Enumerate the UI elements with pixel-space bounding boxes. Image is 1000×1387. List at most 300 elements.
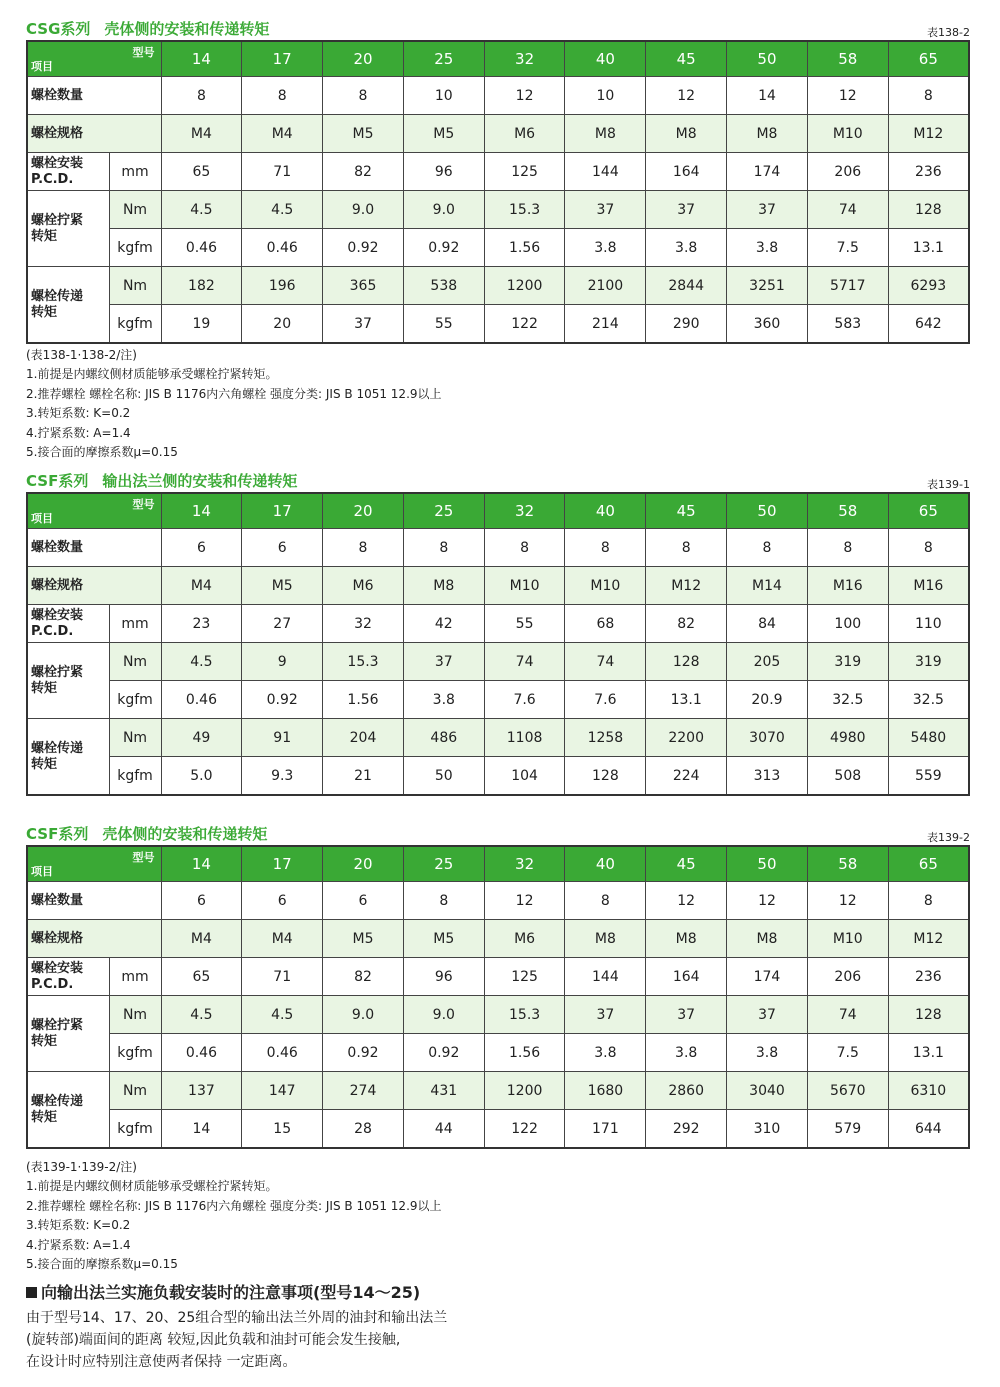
table-cell: 8 [403, 529, 484, 567]
row-label [27, 958, 109, 996]
row-label-line: 螺栓传递 [31, 740, 84, 756]
table-cell: 74 [484, 643, 565, 681]
transmission-kgfm-row [27, 1110, 969, 1149]
tightening-kgfm-row [27, 229, 969, 267]
table-cell: 8 [161, 77, 242, 115]
row-label-line: P.C.D. [31, 171, 74, 187]
model-cell: 17 [242, 41, 323, 77]
table-cell: 82 [323, 958, 404, 996]
table-cell: 12 [646, 882, 727, 920]
pcd-row [27, 958, 969, 996]
table-cell: 319 [888, 643, 969, 681]
spec-table [26, 845, 970, 1149]
row-label-line: 转矩 [31, 228, 58, 244]
unit-cell: kgfm [109, 757, 161, 796]
table-cell: 6 [161, 882, 242, 920]
table-cell: 96 [403, 958, 484, 996]
model-cell: 32 [484, 846, 565, 882]
corner-cell [27, 846, 161, 882]
table-cell: 3070 [727, 719, 808, 757]
table-cell: 8 [323, 529, 404, 567]
row-label-line: 螺栓安装 [31, 155, 84, 171]
table-cell: 583 [807, 305, 888, 344]
table-cell: 7.5 [807, 1034, 888, 1072]
table-cell: 0.46 [242, 1034, 323, 1072]
table-cell: 3.8 [646, 1034, 727, 1072]
table-cell: 8 [646, 529, 727, 567]
table-cell: 37 [727, 191, 808, 229]
row-label-line: P.C.D. [31, 976, 74, 992]
note-line: 1.前提是内螺纹侧材质能够承受螺栓拧紧转矩。 [26, 1179, 278, 1194]
transmission-nm-row [27, 267, 969, 305]
table-cell: 12 [484, 77, 565, 115]
table-cell: 2100 [565, 267, 646, 305]
row-label [27, 605, 109, 643]
item-label: 项目 [31, 60, 53, 73]
row-label [27, 719, 109, 796]
table-cell: 84 [727, 605, 808, 643]
table-cell: 8 [727, 529, 808, 567]
table-cell: 5717 [807, 267, 888, 305]
tightening-kgfm-row [27, 681, 969, 719]
model-cell: 45 [646, 41, 727, 77]
table-cell: 13.1 [888, 229, 969, 267]
table-cell: M8 [565, 115, 646, 153]
table-cell: 4.5 [242, 996, 323, 1034]
table-cell: 144 [565, 153, 646, 191]
table-cell: 0.92 [403, 229, 484, 267]
transmission-nm-row [27, 1072, 969, 1110]
table-cell: 0.46 [161, 229, 242, 267]
table-cell: 37 [646, 191, 727, 229]
paragraph-line: 在设计时应特别注意使两者保持 一定距离。 [26, 1354, 297, 1370]
item-label: 项目 [31, 512, 53, 525]
model-cell: 65 [888, 493, 969, 529]
table-cell: 122 [484, 1110, 565, 1149]
table-cell: 82 [646, 605, 727, 643]
model-cell: 14 [161, 846, 242, 882]
bolt-count-row [27, 882, 969, 920]
table-title [26, 823, 267, 844]
bolt-spec-row [27, 920, 969, 958]
table-cell: 3.8 [727, 229, 808, 267]
table-cell: M4 [161, 920, 242, 958]
table-cell: 0.92 [242, 681, 323, 719]
table-cell: 44 [403, 1110, 484, 1149]
table-cell: M4 [161, 567, 242, 605]
model-cell: 45 [646, 846, 727, 882]
table-cell: M8 [646, 115, 727, 153]
table-cell: 6 [242, 882, 323, 920]
table-cell: M8 [565, 920, 646, 958]
table-cell: 4980 [807, 719, 888, 757]
table-cell: 2860 [646, 1072, 727, 1110]
series-name: CSF系列 [26, 825, 89, 843]
header-row [27, 846, 969, 882]
table-cell: 5670 [807, 1072, 888, 1110]
section-heading [26, 1280, 976, 1303]
table-cell: 206 [807, 958, 888, 996]
table-cell: 8 [888, 882, 969, 920]
row-label-line: 螺栓拧紧 [31, 1017, 84, 1033]
model-cell: 25 [403, 493, 484, 529]
transmission-nm-row [27, 719, 969, 757]
model-cell: 50 [727, 846, 808, 882]
table-cell: M12 [646, 567, 727, 605]
row-label-line: 转矩 [31, 1033, 58, 1049]
table-cell: 4.5 [161, 643, 242, 681]
table-cell: 144 [565, 958, 646, 996]
table-cell: 23 [161, 605, 242, 643]
table-cell: 37 [646, 996, 727, 1034]
row-label: 螺栓规格 [27, 920, 161, 958]
table-cell: M5 [403, 115, 484, 153]
table-cell: 82 [323, 153, 404, 191]
table-cell: 4.5 [242, 191, 323, 229]
table-cell: 236 [888, 153, 969, 191]
unit-cell: kgfm [109, 1110, 161, 1149]
table-cell: 137 [161, 1072, 242, 1110]
table-ref: 表138-2 [927, 26, 970, 39]
table-cell: 10 [403, 77, 484, 115]
header-row [27, 41, 969, 77]
model-cell: 32 [484, 41, 565, 77]
table-cell: 0.46 [242, 229, 323, 267]
table-section-2 [26, 470, 970, 796]
table-cell: 182 [161, 267, 242, 305]
row-label-line: 螺栓拧紧 [31, 212, 84, 228]
table-cell: 1258 [565, 719, 646, 757]
note-line: 5.接合面的摩擦系数μ=0.15 [26, 445, 178, 460]
row-label: 螺栓规格 [27, 115, 161, 153]
row-label-line: 转矩 [31, 680, 58, 696]
table-cell: 20.9 [727, 681, 808, 719]
table-cell: 12 [727, 882, 808, 920]
table-cell: 164 [646, 153, 727, 191]
model-cell: 50 [727, 493, 808, 529]
table-cell: 310 [727, 1110, 808, 1149]
table-cell: 55 [403, 305, 484, 344]
table-cell: 3040 [727, 1072, 808, 1110]
table-cell: M4 [161, 115, 242, 153]
table-cell: 1.56 [323, 681, 404, 719]
note-line: (表138-1·138-2/注) [26, 348, 137, 362]
notes-block-2 [26, 1158, 442, 1274]
table-cell: M16 [888, 567, 969, 605]
unit-cell: Nm [109, 191, 161, 229]
unit-cell: mm [109, 958, 161, 996]
table-cell: 164 [646, 958, 727, 996]
table-cell: M14 [727, 567, 808, 605]
model-cell: 40 [565, 41, 646, 77]
table-cell: 1200 [484, 267, 565, 305]
row-label [27, 267, 109, 344]
model-cell: 50 [727, 41, 808, 77]
table-cell: 15.3 [484, 996, 565, 1034]
model-cell: 17 [242, 846, 323, 882]
table-cell: 32.5 [807, 681, 888, 719]
table-cell: M10 [565, 567, 646, 605]
table-cell: M8 [646, 920, 727, 958]
load-mounting-notes [26, 1280, 976, 1373]
table-cell: 37 [323, 305, 404, 344]
model-cell: 45 [646, 493, 727, 529]
table-cell: 0.46 [161, 1034, 242, 1072]
notes-block-1 [26, 346, 442, 462]
table-title [26, 470, 297, 491]
table-cell: 1680 [565, 1072, 646, 1110]
table-cell: 6 [242, 529, 323, 567]
table-cell: 28 [323, 1110, 404, 1149]
table-cell: 9.0 [323, 191, 404, 229]
table-cell: M6 [484, 115, 565, 153]
model-label: 型号 [132, 46, 155, 59]
table-cell: 8 [888, 77, 969, 115]
table-cell: 4.5 [161, 996, 242, 1034]
spec-table [26, 40, 970, 344]
table-cell: M5 [323, 115, 404, 153]
unit-cell: mm [109, 605, 161, 643]
note-line: 1.前提是内螺纹侧材质能够承受螺栓拧紧转矩。 [26, 367, 278, 382]
bolt-spec-row [27, 567, 969, 605]
table-cell: 15.3 [484, 191, 565, 229]
table-cell: M6 [484, 920, 565, 958]
note-line: 4.拧紧系数: A=1.4 [26, 1237, 131, 1252]
model-cell: 14 [161, 493, 242, 529]
table-cell: 27 [242, 605, 323, 643]
table-cell: 365 [323, 267, 404, 305]
model-cell: 20 [323, 846, 404, 882]
model-cell: 32 [484, 493, 565, 529]
model-cell: 65 [888, 41, 969, 77]
bolt-spec-row [27, 115, 969, 153]
table-cell: 20 [242, 305, 323, 344]
title-text: 输出法兰侧的安装和传递转矩 [102, 472, 298, 490]
paragraph-line: 由于型号14、17、20、25组合型的输出法兰外周的油封和输出法兰 [26, 1310, 448, 1326]
table-cell: 110 [888, 605, 969, 643]
table-cell: 74 [807, 996, 888, 1034]
unit-cell: Nm [109, 719, 161, 757]
table-cell: 486 [403, 719, 484, 757]
model-cell: 17 [242, 493, 323, 529]
model-cell: 20 [323, 41, 404, 77]
table-cell: 128 [646, 643, 727, 681]
table-cell: 274 [323, 1072, 404, 1110]
table-cell: 3.8 [646, 229, 727, 267]
table-cell: 7.6 [484, 681, 565, 719]
table-cell: 538 [403, 267, 484, 305]
table-cell: M8 [727, 920, 808, 958]
table-cell: 10 [565, 77, 646, 115]
table-cell: M12 [888, 920, 969, 958]
row-label [27, 153, 109, 191]
table-cell: 12 [807, 77, 888, 115]
row-label [27, 1072, 109, 1149]
table-cell: 2844 [646, 267, 727, 305]
title-text: 壳体侧的安装和传递转矩 [104, 20, 270, 38]
model-cell: 25 [403, 846, 484, 882]
note-line: 2.推荐螺栓 螺栓名称: JIS B 1176内六角螺栓 强度分类: JIS B 1051 12.9以上 [26, 1198, 442, 1213]
table-cell: 37 [403, 643, 484, 681]
series-name: CSF系列 [26, 472, 89, 490]
table-cell: 125 [484, 958, 565, 996]
table-cell: 171 [565, 1110, 646, 1149]
square-bullet-icon [26, 1287, 37, 1298]
table-cell: 37 [565, 191, 646, 229]
table-cell: 100 [807, 605, 888, 643]
table-cell: 74 [807, 191, 888, 229]
table-cell: 360 [727, 305, 808, 344]
table-cell: 74 [565, 643, 646, 681]
table-cell: 15 [242, 1110, 323, 1149]
table-cell: 9.3 [242, 757, 323, 796]
tightening-nm-row [27, 191, 969, 229]
table-cell: 1200 [484, 1072, 565, 1110]
table-cell: 3.8 [565, 1034, 646, 1072]
table-section-1 [26, 18, 970, 344]
row-label: 螺栓数量 [27, 529, 161, 567]
table-cell: 206 [807, 153, 888, 191]
row-label: 螺栓规格 [27, 567, 161, 605]
table-cell: M8 [403, 567, 484, 605]
row-label [27, 643, 109, 719]
unit-cell: Nm [109, 267, 161, 305]
table-title-row [26, 823, 970, 845]
table-cell: 642 [888, 305, 969, 344]
bolt-count-row [27, 77, 969, 115]
model-cell: 58 [807, 493, 888, 529]
table-cell: 19 [161, 305, 242, 344]
table-cell: 12 [484, 882, 565, 920]
model-cell: 58 [807, 41, 888, 77]
table-cell: 559 [888, 757, 969, 796]
table-cell: 0.92 [403, 1034, 484, 1072]
row-label-line: 转矩 [31, 1109, 58, 1125]
row-label: 螺栓数量 [27, 77, 161, 115]
row-label-line: P.C.D. [31, 623, 74, 639]
table-cell: 55 [484, 605, 565, 643]
table-title-row [26, 18, 970, 40]
table-cell: M5 [242, 567, 323, 605]
table-cell: 1.56 [484, 229, 565, 267]
table-cell: 14 [727, 77, 808, 115]
table-cell: 125 [484, 153, 565, 191]
table-cell: 6 [161, 529, 242, 567]
section-heading-text: 向输出法兰实施负载安装时的注意事项(型号14〜25) [41, 1283, 421, 1302]
table-cell: 71 [242, 958, 323, 996]
table-cell: 9.0 [403, 191, 484, 229]
table-cell: 319 [807, 643, 888, 681]
table-cell: 8 [565, 882, 646, 920]
table-cell: 8 [807, 529, 888, 567]
table-cell: 128 [888, 996, 969, 1034]
table-cell: 644 [888, 1110, 969, 1149]
table-cell: 13.1 [646, 681, 727, 719]
row-label-line: 螺栓传递 [31, 1093, 84, 1109]
table-cell: 71 [242, 153, 323, 191]
model-label: 型号 [132, 851, 155, 864]
tightening-nm-row [27, 996, 969, 1034]
table-cell: 8 [888, 529, 969, 567]
bolt-count-row [27, 529, 969, 567]
note-line: 2.推荐螺栓 螺栓名称: JIS B 1176内六角螺栓 强度分类: JIS B 1051 12.9以上 [26, 386, 442, 401]
table-cell: 174 [727, 958, 808, 996]
note-line: 4.拧紧系数: A=1.4 [26, 425, 131, 440]
row-label-line: 螺栓传递 [31, 288, 84, 304]
note-line: 3.转矩系数: K=0.2 [26, 1218, 131, 1233]
transmission-kgfm-row [27, 305, 969, 344]
table-cell: 5480 [888, 719, 969, 757]
table-cell: 3.8 [565, 229, 646, 267]
table-cell: 292 [646, 1110, 727, 1149]
table-cell: 214 [565, 305, 646, 344]
transmission-kgfm-row [27, 757, 969, 796]
note-line: 5.接合面的摩擦系数μ=0.15 [26, 1257, 178, 1272]
table-cell: 0.92 [323, 229, 404, 267]
model-label: 型号 [132, 498, 155, 511]
table-cell: 65 [161, 153, 242, 191]
table-cell: 128 [888, 191, 969, 229]
table-ref: 表139-2 [927, 831, 970, 844]
unit-cell: kgfm [109, 229, 161, 267]
unit-cell: Nm [109, 643, 161, 681]
header-row [27, 493, 969, 529]
corner-cell [27, 41, 161, 77]
table-cell: 579 [807, 1110, 888, 1149]
unit-cell: kgfm [109, 305, 161, 344]
table-cell: 37 [727, 996, 808, 1034]
unit-cell: Nm [109, 1072, 161, 1110]
table-cell: 32 [323, 605, 404, 643]
table-cell: 0.92 [323, 1034, 404, 1072]
table-section-3 [26, 823, 970, 1149]
table-cell: 91 [242, 719, 323, 757]
table-cell: 6293 [888, 267, 969, 305]
row-label-line: 螺栓安装 [31, 607, 84, 623]
table-cell: 3.8 [403, 681, 484, 719]
model-cell: 25 [403, 41, 484, 77]
table-cell: M10 [807, 115, 888, 153]
table-cell: 104 [484, 757, 565, 796]
table-cell: 8 [403, 882, 484, 920]
model-cell: 40 [565, 846, 646, 882]
table-cell: 37 [565, 996, 646, 1034]
pcd-row [27, 153, 969, 191]
table-cell: 32.5 [888, 681, 969, 719]
tightening-kgfm-row [27, 1034, 969, 1072]
table-cell: 6310 [888, 1072, 969, 1110]
table-cell: 9.0 [403, 996, 484, 1034]
table-cell: 8 [484, 529, 565, 567]
table-cell: 7.5 [807, 229, 888, 267]
table-cell: 224 [646, 757, 727, 796]
table-cell: 15.3 [323, 643, 404, 681]
table-cell: 96 [403, 153, 484, 191]
table-cell: 313 [727, 757, 808, 796]
row-label-line: 转矩 [31, 304, 58, 320]
table-cell: 236 [888, 958, 969, 996]
row-label-line: 螺栓拧紧 [31, 664, 84, 680]
row-label [27, 996, 109, 1072]
tightening-nm-row [27, 643, 969, 681]
row-label: 螺栓数量 [27, 882, 161, 920]
table-cell: 8 [323, 77, 404, 115]
table-cell: M10 [807, 920, 888, 958]
note-line: 3.转矩系数: K=0.2 [26, 406, 131, 421]
table-title-row [26, 470, 970, 492]
table-cell: 204 [323, 719, 404, 757]
model-cell: 14 [161, 41, 242, 77]
